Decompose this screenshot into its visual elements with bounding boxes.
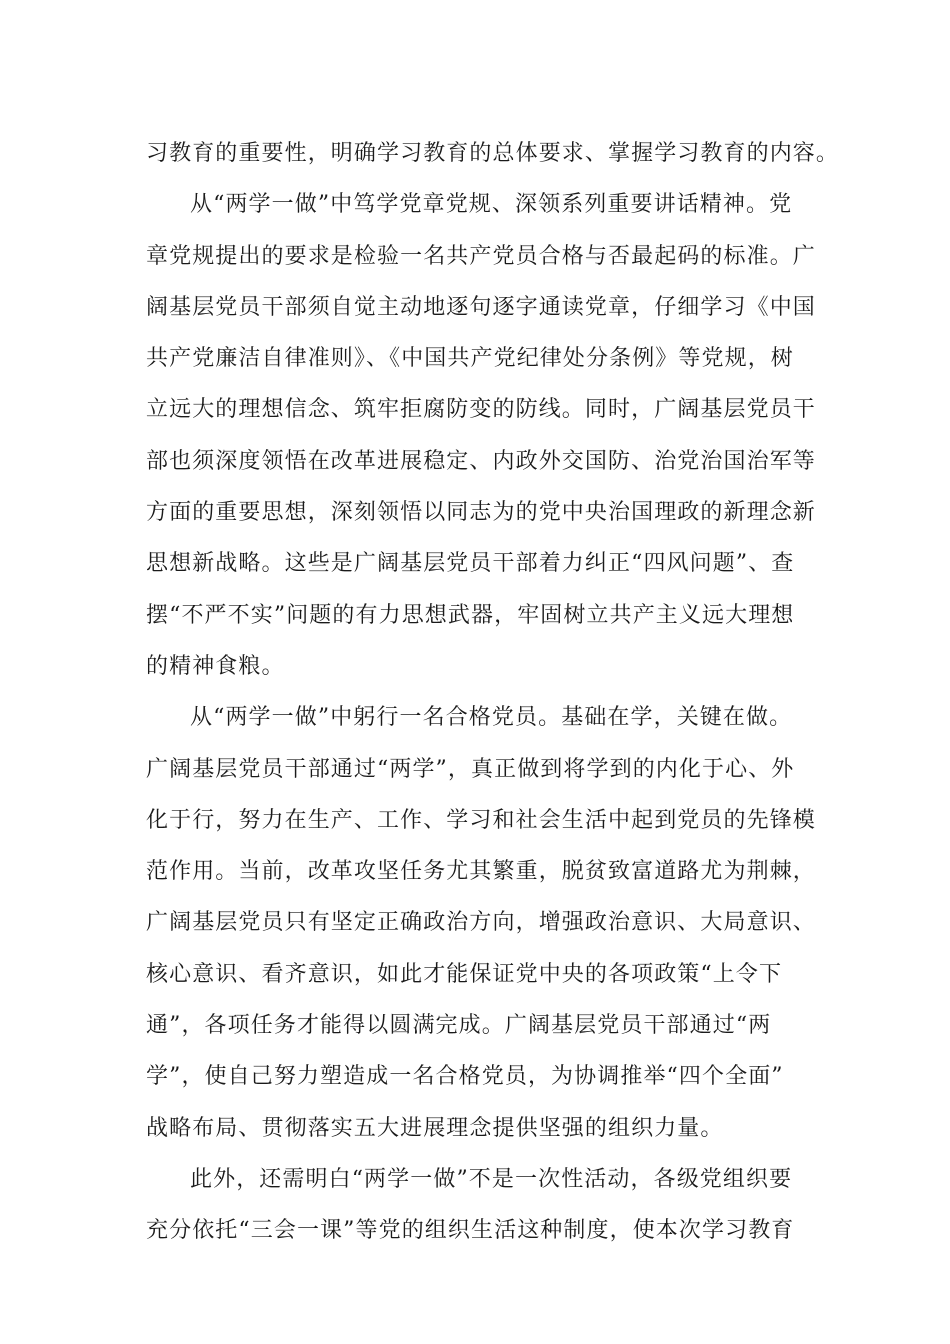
text-line: 此外，还需明白“两学一做”不是一次性活动，各级党组织要 (190, 1166, 793, 1192)
text-line: 范作用。当前，改革攻坚任务尤其繁重，脱贫致富道路尤为荆棘， (146, 859, 816, 885)
text-line: 部也须深度领悟在改革进展稳定、内政外交国防、治党治国治军等 (146, 448, 816, 474)
text-line: 从“两学一做”中笃学党章党规、深领系列重要讲话精神。党 (190, 192, 793, 218)
text-line: 阔基层党员干部须自觉主动地逐句逐字通读党章，仔细学习《中国 (146, 294, 816, 320)
text-line: 化于行，努力在生产、工作、学习和社会生活中起到党员的先锋模 (146, 807, 816, 833)
text-line: 共产党廉洁自律准则》、《中国共产党纪律处分条例》等党规，树 (146, 346, 794, 372)
text-line: 广阔基层党员干部通过“两学”，真正做到将学到的内化于心、外 (146, 756, 795, 782)
text-line: 学”，使自己努力塑造成一名合格党员，为协调推举“四个全面” (146, 1064, 784, 1090)
body-text (146, 128, 840, 1257)
text-line: 摆“不严不实”问题的有力思想武器，牢固树立共产主义远大理想 (146, 602, 795, 628)
text-line: 战略布局、贯彻落实五大进展理念提供坚强的组织力量。 (146, 1115, 724, 1141)
text-line: 从“两学一做”中躬行一名合格党员。基础在学，关键在做。 (190, 705, 793, 731)
text-line: 的精神食粮。 (146, 653, 285, 679)
text-line: 思想新战略。这些是广阔基层党员干部着力纠正“四风问题”、查 (146, 551, 795, 577)
text-line: 章党规提出的要求是检验一名共产党员合格与否最起码的标准。广 (146, 243, 816, 269)
text-line: 充分依托“三会一课”等党的组织生活这种制度，使本次学习教育 (146, 1218, 795, 1244)
text-line: 习教育的重要性，明确学习教育的总体要求、掌握学习教育的内容。 (146, 141, 840, 166)
text-line: 立远大的理想信念、筑牢拒腐防变的防线。同时，广阔基层党员干 (146, 397, 816, 423)
text-line: 广阔基层党员只有坚定正确政治方向，增强政治意识、大局意识、 (146, 910, 816, 936)
text-line: 方面的重要思想，深刻领悟以同志为的党中央治国理政的新理念新 (146, 500, 816, 526)
text-line: 通”，各项任务才能得以圆满完成。广阔基层党员干部通过“两 (146, 1013, 772, 1039)
text-line: 核心意识、看齐意识，如此才能保证党中央的各项政策“上令下 (146, 961, 783, 987)
